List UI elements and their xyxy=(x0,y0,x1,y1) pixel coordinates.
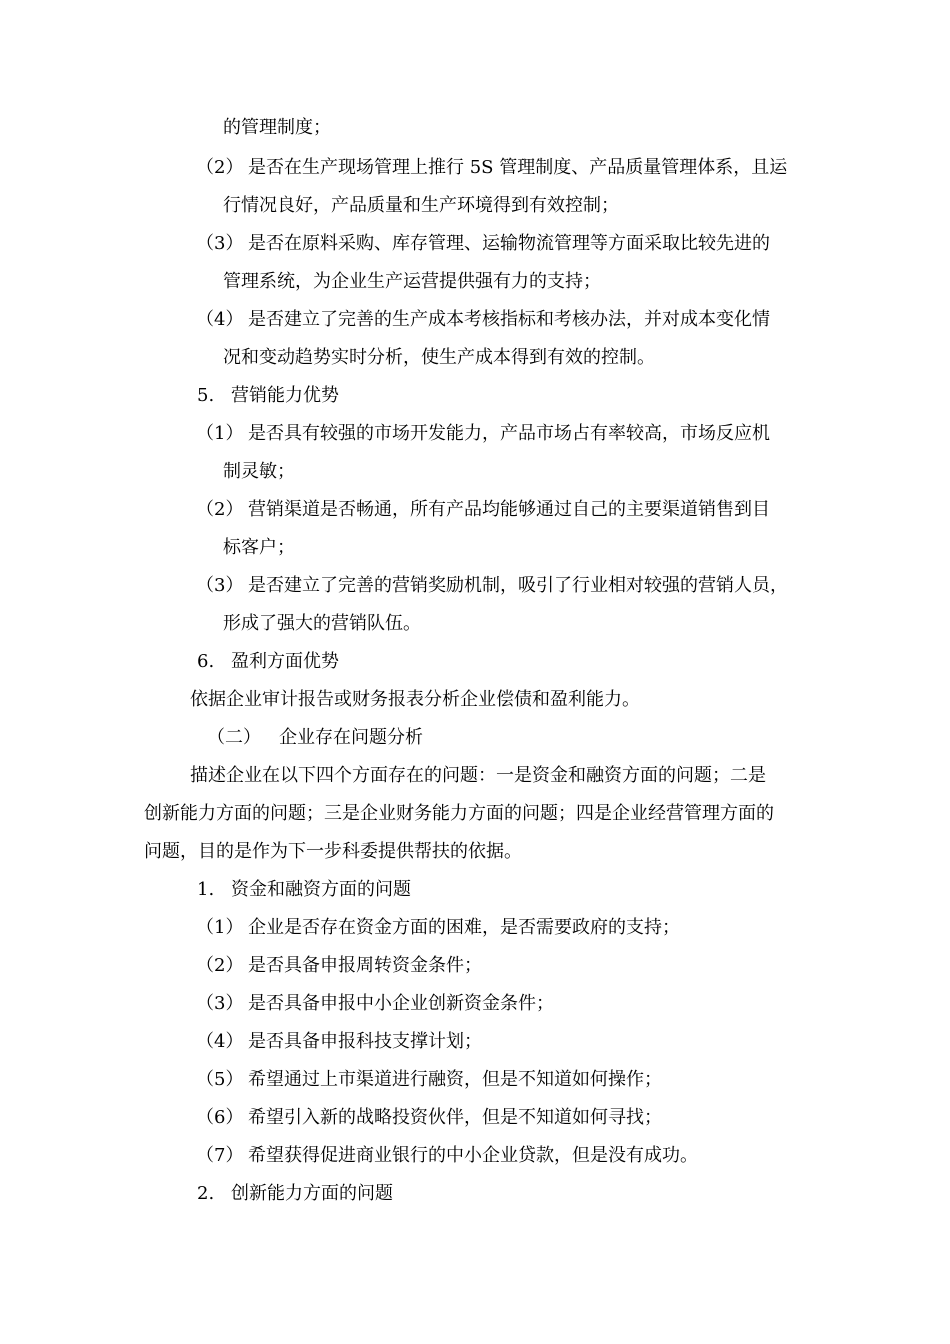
list-item: （3） 是否建立了完善的营销奖励机制，吸引了行业相对较强的营销人员， xyxy=(196,575,788,596)
list-item: （3） 是否在原料采购、库存管理、运输物流管理等方面采取比较先进的 xyxy=(196,233,770,254)
text-line: 的管理制度； xyxy=(223,117,331,138)
paragraph: 依据企业审计报告或财务报表分析企业偿债和盈利能力。 xyxy=(190,689,640,710)
paragraph: 创新能力方面的问题；三是企业财务能力方面的问题；四是企业经营管理方面的 xyxy=(144,803,774,824)
list-item: （6） 希望引入新的战略投资伙伴，但是不知道如何寻找； xyxy=(196,1107,662,1128)
list-item: （2） 营销渠道是否畅通，所有产品均能够通过自己的主要渠道销售到目 xyxy=(196,499,770,520)
list-item: （1） 是否具有较强的市场开发能力，产品市场占有率较高，市场反应机 xyxy=(196,423,770,444)
text-line: 标客户； xyxy=(223,537,295,558)
text-line: 形成了强大的营销队伍。 xyxy=(223,613,421,634)
section-heading: 5. 营销能力优势 xyxy=(197,385,339,406)
text-line: 制灵敏； xyxy=(223,461,295,482)
paragraph: 描述企业在以下四个方面存在的问题：一是资金和融资方面的问题；二是 xyxy=(190,765,766,786)
list-item: （1） 企业是否存在资金方面的困难，是否需要政府的支持； xyxy=(196,917,680,938)
list-item: （7） 希望获得促进商业银行的中小企业贷款，但是没有成功。 xyxy=(196,1145,698,1166)
section-heading: 2. 创新能力方面的问题 xyxy=(197,1183,393,1204)
section-heading: 1. 资金和融资方面的问题 xyxy=(197,879,411,900)
list-item: （5） 希望通过上市渠道进行融资，但是不知道如何操作； xyxy=(196,1069,662,1090)
paragraph: 问题，目的是作为下一步科委提供帮扶的依据。 xyxy=(144,841,522,862)
list-item: （3） 是否具备申报中小企业创新资金条件； xyxy=(196,993,554,1014)
section-heading: （二） 企业存在问题分析 xyxy=(207,727,423,748)
text-line: 况和变动趋势实时分析，使生产成本得到有效的控制。 xyxy=(223,347,655,368)
list-item: （4） 是否具备申报科技支撑计划； xyxy=(196,1031,482,1052)
text-line: 管理系统，为企业生产运营提供强有力的支持； xyxy=(223,271,601,292)
section-heading: 6. 盈利方面优势 xyxy=(197,651,339,672)
list-item: （2） 是否在生产现场管理上推行 5S 管理制度、产品质量管理体系，且运 xyxy=(196,157,788,178)
list-item: （4） 是否建立了完善的生产成本考核指标和考核办法，并对成本变化情 xyxy=(196,309,770,330)
text-line: 行情况良好，产品质量和生产环境得到有效控制； xyxy=(223,195,619,216)
list-item: （2） 是否具备申报周转资金条件； xyxy=(196,955,482,976)
